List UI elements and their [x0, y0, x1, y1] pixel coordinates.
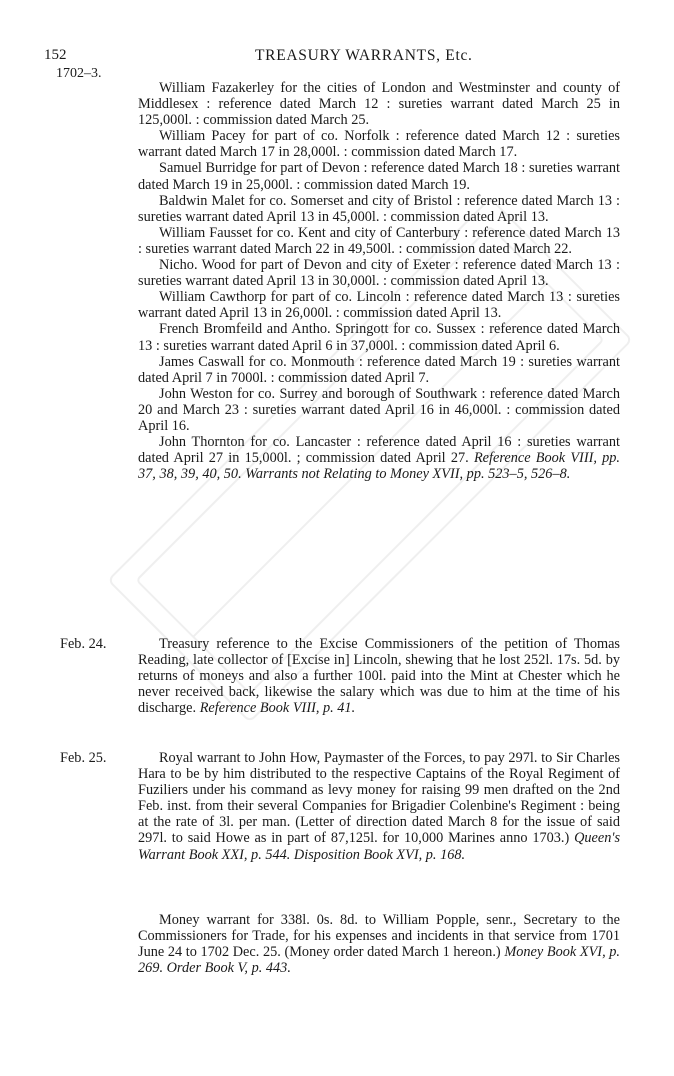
- list-item: William Cawthorp for part of co. Lincoln : reference dated March 13 : sureties warrant dated April 13 in 26,000l. : commission dated April 13.: [138, 289, 620, 322]
- list-item: French Bromfeild and Antho. Springott for co. Sussex : reference dated March 13 : sureties warrant dated April 6 in 37,000l. : commission dated April 6.: [138, 321, 620, 354]
- entry-text: Treasury reference to the Excise Commissioners of the petition of Thomas Reading, late collector of [Excise in] Lincoln, shewing that he lost 252l. 17s. 5d. by returns of moneys and also a further 100l. paid into the Mint at Chester which he never received back, likewise the salary which was due to him at the time of his discharge.: [138, 636, 620, 717]
- running-head: TREASURY WARRANTS, Etc.: [255, 47, 473, 64]
- list-item: Nicho. Wood for part of Devon and city of Exeter : reference dated March 13 : sureties warrant dated April 13 in 30,000l. : commission dated April 13.: [138, 257, 620, 290]
- entry: [138, 912, 620, 976]
- entry-text: Royal warrant to John How, Paymaster of the Forces, to pay 297l. to Sir Charles Hara to be by him distributed to the respective Captains of the Royal Regiment of Fuziliers under his command as levy money for raising 99 men drafted on the 2nd Feb. inst. from their several Companies for Brigadier Colenbine's Regiment : being at the rate of 3l. per man. (Letter of direction dated March 8 for the issue of said 297l. to said Howe as in part of 87,125l. for 10,000 Marines anno 1703.): [138, 750, 620, 847]
- entry: [138, 750, 620, 863]
- entry-text: Money warrant for 338l. 0s. 8d. to William Popple, senr., Secretary to the Commissioners for Trade, for his expenses and incidents in that service from 1701 June 24 to 1702 Dec. 25. (Money order dated March 1 hereon.): [138, 912, 620, 961]
- sureties-block: [138, 80, 620, 482]
- entry-date: Feb. 25.: [60, 750, 107, 766]
- list-item: William Fausset for co. Kent and city of Canterbury : reference dated March 13 : sureties warrant dated March 22 in 49,500l. : commission dated March 22.: [138, 224, 620, 257]
- source-reference: Money Book XVI, p. 269. Order Book V, p. 443.: [138, 944, 620, 977]
- source-reference: Reference Book VIII, p. 41.: [199, 700, 356, 717]
- page-number: 152: [44, 47, 67, 63]
- page-header: [0, 47, 674, 67]
- list-item: Baldwin Malet for co. Somerset and city of Bristol : reference dated March 13 : sureties warrant dated April 13 in 45,000l. : commission dated April 13.: [138, 192, 620, 225]
- entry-date: Feb. 24.: [60, 636, 107, 652]
- year-margin: 1702–3.: [56, 66, 102, 81]
- list-item: William Fazakerley for the cities of London and Westminster and county of Middlesex : reference dated March 12 : sureties warrant dated March 25 in 125,000l. : commission dated March 25.: [138, 80, 620, 129]
- list-item: Samuel Burridge for part of Devon : reference dated March 18 : sureties warrant dated March 19 in 25,000l. : commission dated March 19.: [138, 160, 620, 193]
- list-item: John Thornton for co. Lancaster : reference dated April 16 : sureties warrant dated April 27 in 15,000l. ; commission dated April 27. Reference Book VIII, pp. 37, 38, 39, 40, 50. Warrants not Relating to Money XVII, pp. 523–5, 526–8.: [138, 434, 620, 483]
- list-item: John Weston for co. Surrey and borough of Southwark : reference dated March 20 and March 23 : sureties warrant dated April 16 in 46,000l. : commission dated April 16.: [138, 385, 620, 434]
- source-reference: Queen's Warrant Book XXI, p. 544. Disposition Book XVI, p. 168.: [138, 830, 621, 863]
- source-reference: Reference Book VIII, pp. 37, 38, 39, 40, 50. Warrants not Relating to Money XVII, pp. 523–5, 526–8.: [138, 450, 620, 483]
- list-item: James Caswall for co. Monmouth : reference dated March 19 : sureties warrant dated April 7 in 7000l. : commission dated April 7.: [138, 353, 620, 386]
- entry: [138, 636, 620, 716]
- list-item: William Pacey for part of co. Norfolk : reference dated March 12 : sureties warrant dated March 17 in 28,000l. : commission dated March 17.: [138, 128, 620, 161]
